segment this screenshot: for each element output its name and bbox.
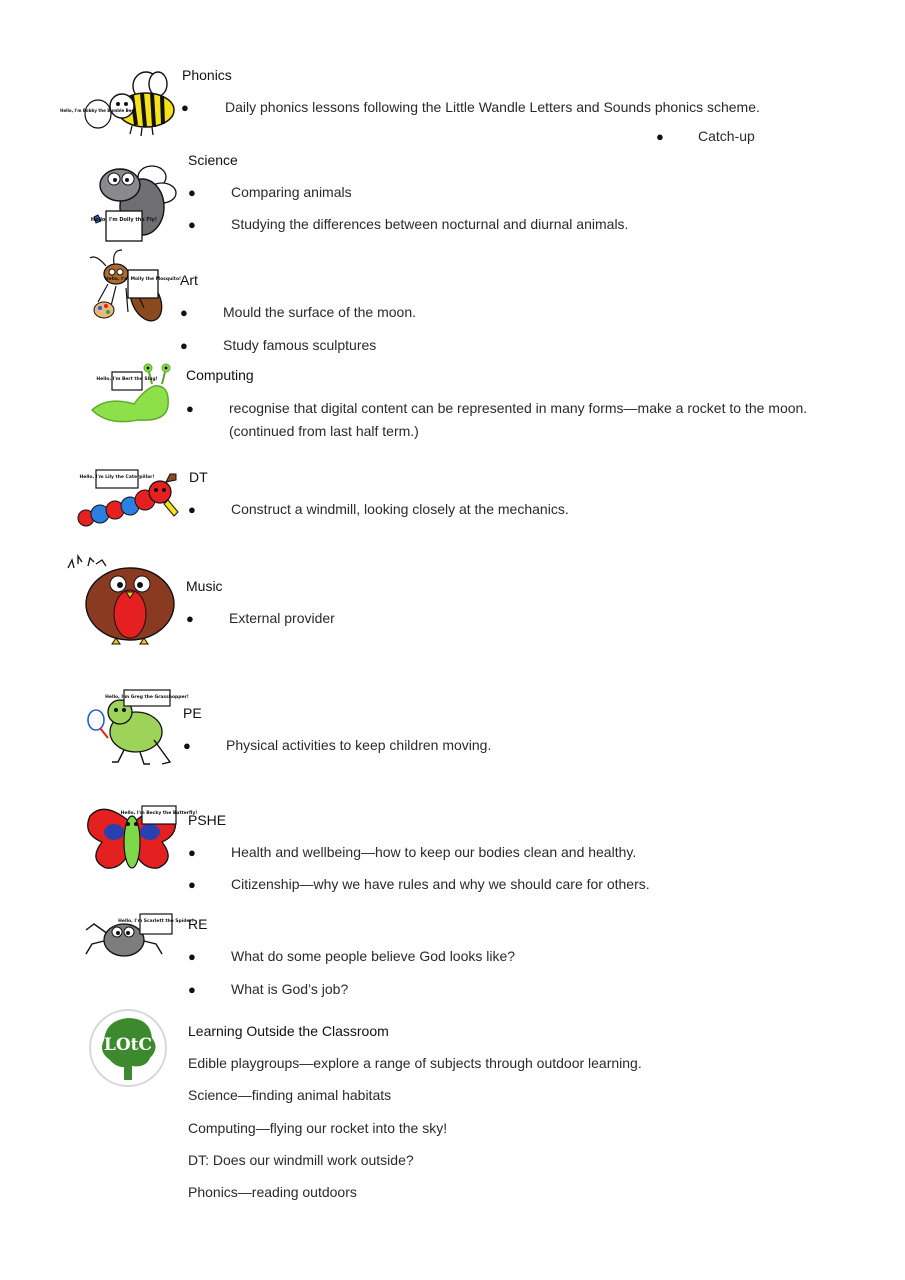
art-heading: Art: [180, 272, 198, 288]
computing-heading: Computing: [186, 367, 254, 383]
lotc-heading: Learning Outside the Classroom: [188, 1023, 389, 1039]
butterfly-icon: [84, 802, 198, 874]
slug-bubble: Hello, I'm Bert the Slug!: [96, 377, 158, 382]
fly-bubble: Hello, I'm Dolly the Fly!: [90, 217, 158, 223]
lotc-logo-text: LOtC: [103, 1035, 153, 1055]
re-heading: RE: [188, 916, 208, 932]
spider-icon: [84, 910, 194, 962]
bullet: ●: [186, 401, 194, 416]
list-item: Citizenship—why we have rules and why we should care for others.: [231, 876, 650, 892]
grasshopper-icon: [84, 688, 189, 768]
caterpillar-bubble: Hello, I'm Lily the Caterpillar!: [79, 475, 155, 480]
list-item: recognise that digital content can be represented in many forms—make a rocket to the moon. (continued from last half term.): [229, 400, 808, 439]
caterpillar-icon: [76, 466, 186, 530]
robin-icon: [64, 554, 180, 648]
mosquito-bubble: Hello, I'm Molly the Mosquito!: [104, 277, 182, 282]
pe-heading: PE: [183, 705, 202, 721]
music-heading: Music: [186, 578, 223, 594]
bullet: ●: [188, 877, 196, 892]
butterfly-bubble: Hello, I'm Becky the Butterfly!: [120, 811, 198, 816]
lotc-line: Edible playgroups—explore a range of subjects through outdoor learning.: [188, 1055, 642, 1071]
grasshopper-bubble: Hello, I'm Greg the Grasshopper!: [105, 695, 189, 700]
list-item: Catch-up: [698, 128, 755, 144]
lotc-line: Science—finding animal habitats: [188, 1087, 392, 1103]
bee-icon: [60, 68, 180, 138]
tree-logo-icon: [88, 1008, 168, 1088]
bullet: ●: [188, 502, 196, 517]
list-item: Physical activities to keep children moving.: [226, 737, 492, 753]
list-item: Studying the differences between nocturnal and diurnal animals.: [231, 216, 629, 232]
bullet: ●: [188, 982, 196, 997]
list-item: Comparing animals: [231, 184, 352, 200]
list-item: What do some people believe God looks like?: [231, 948, 516, 964]
bullet: ●: [188, 185, 196, 200]
lotc-line: Phonics—reading outdoors: [188, 1184, 357, 1200]
list-item: Daily phonics lessons following the Little Wandle Letters and Sounds phonics scheme.: [225, 99, 760, 115]
list-item: Health and wellbeing—how to keep our bodies clean and healthy.: [231, 844, 637, 860]
list-item: Mould the surface of the moon.: [223, 304, 416, 320]
list-item: Construct a windmill, looking closely at the mechanics.: [231, 501, 569, 517]
science-heading: Science: [188, 152, 238, 168]
bullet: ●: [656, 129, 664, 144]
bullet: ●: [183, 738, 191, 753]
dt-heading: DT: [189, 469, 208, 485]
bullet: ●: [188, 949, 196, 964]
list-item: External provider: [229, 610, 335, 626]
list-item: Study famous sculptures: [223, 337, 377, 353]
bullet: ●: [180, 338, 188, 353]
slug-icon: [88, 360, 180, 428]
bee-bubble: Hello, I'm Bobby the Bumble Bee!: [60, 108, 136, 113]
mosquito-icon: [86, 248, 182, 326]
fly-icon: [90, 155, 180, 245]
bullet: ●: [180, 305, 188, 320]
bullet: ●: [181, 100, 189, 115]
bullet: ●: [188, 217, 196, 232]
bullet: ●: [186, 611, 194, 626]
bullet: ●: [188, 845, 196, 860]
lotc-line: Computing—flying our rocket into the sky!: [188, 1120, 448, 1136]
lotc-line: DT: Does our windmill work outside?: [188, 1152, 414, 1168]
phonics-heading: Phonics: [182, 67, 232, 83]
list-item: What is God’s job?: [231, 981, 349, 997]
pshe-heading: PSHE: [188, 812, 227, 828]
spider-bubble: Hello, I'm Scarlett the Spider!: [118, 919, 194, 924]
